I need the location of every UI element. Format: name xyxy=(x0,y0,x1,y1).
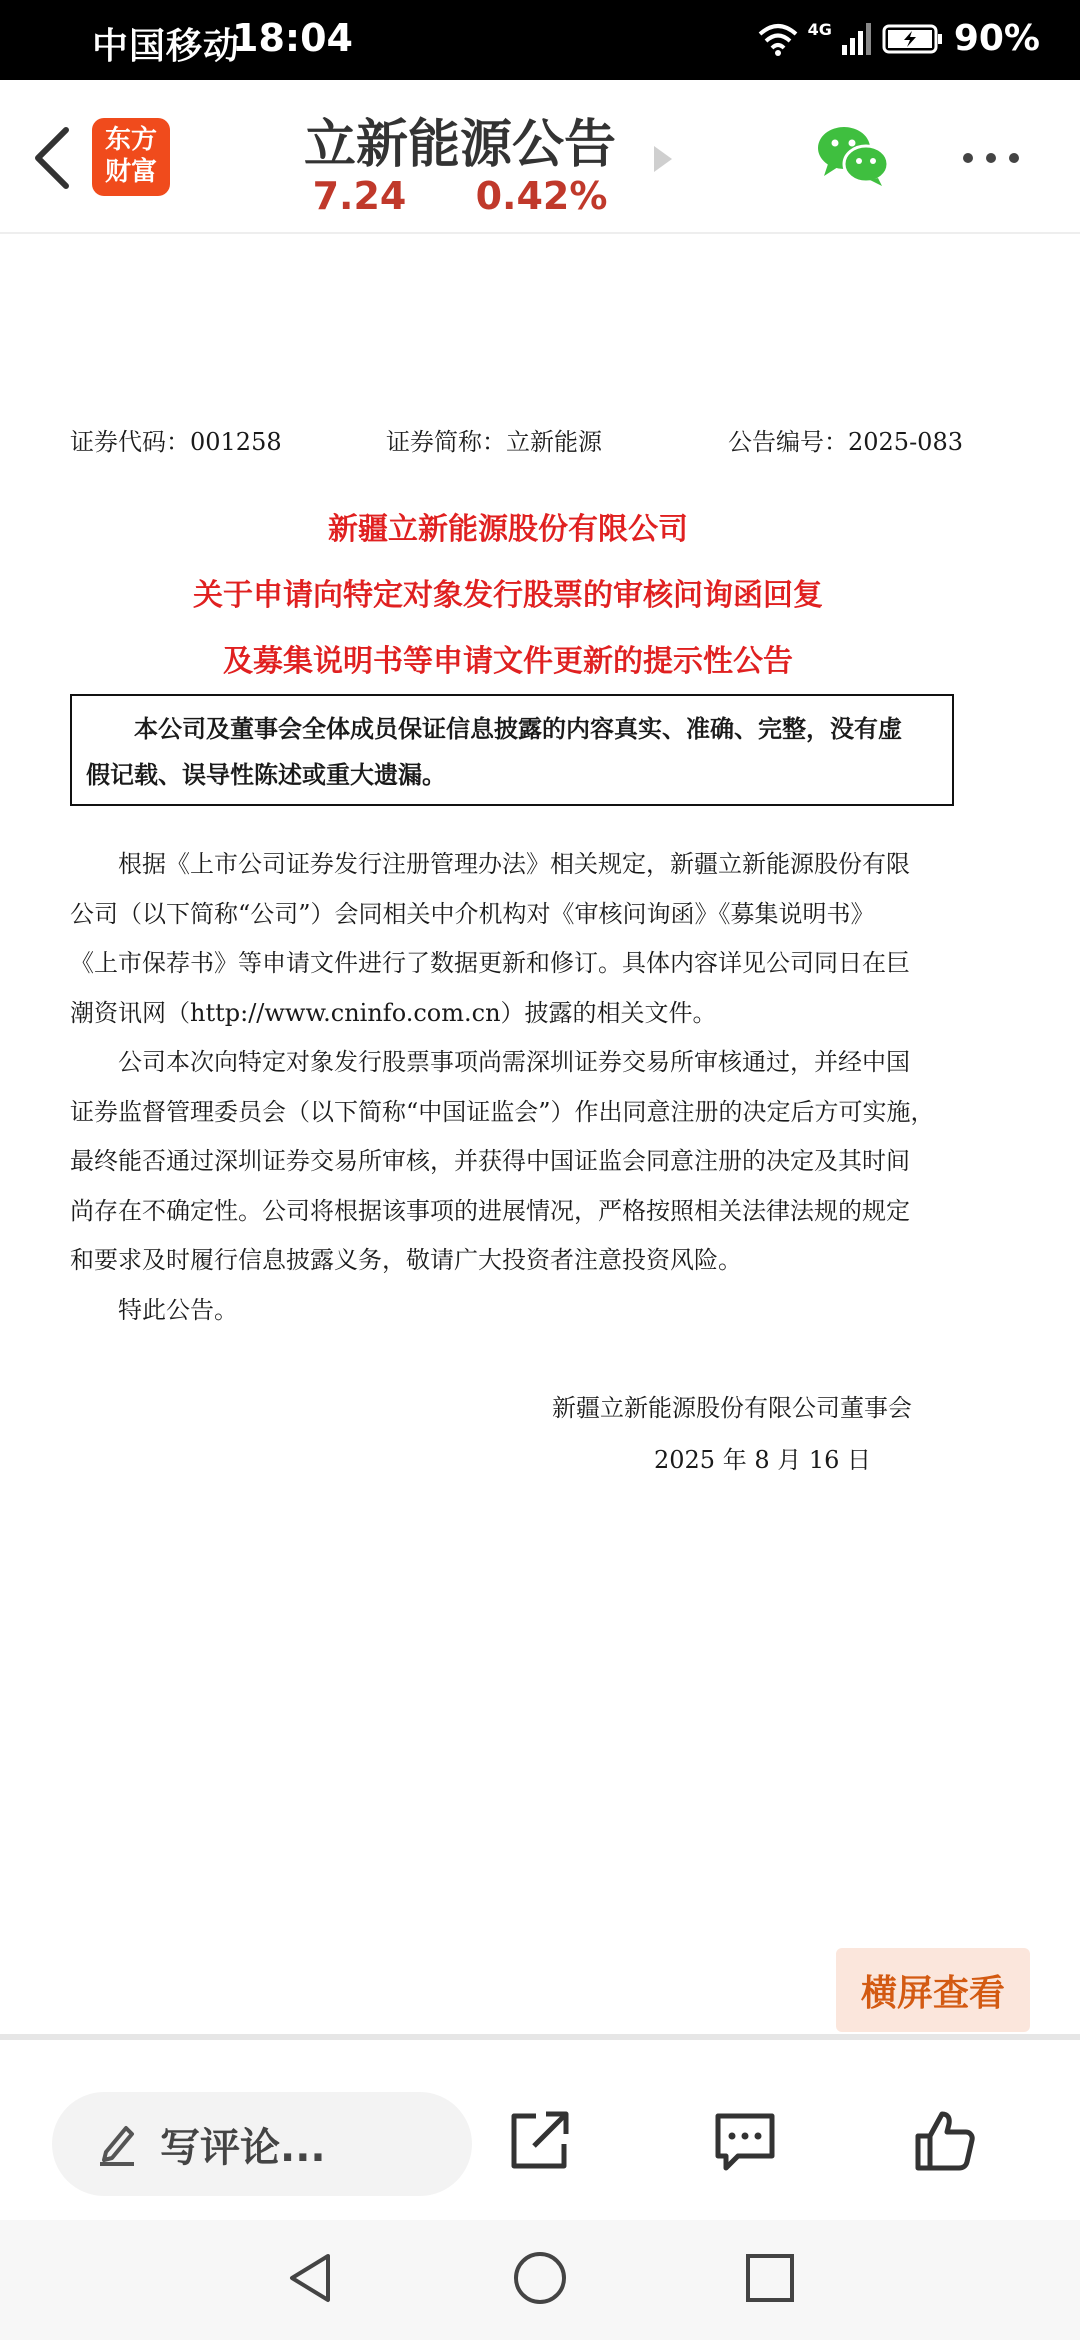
para1-line-3: 《上市保荐书》等申请文件进行了数据更新和修订。具体内容详见公司同日在巨 xyxy=(70,949,910,977)
disclosure-line-2: 假记载、误导性陈述或重大遗漏。 xyxy=(86,761,446,789)
nav-back-icon[interactable] xyxy=(284,2250,336,2306)
para1-line-2: 公司（以下简称“公司”）会同相关中介机构对《审核问询函》《募集说明书》 xyxy=(70,899,875,928)
pen-icon xyxy=(96,2122,138,2166)
disclosure-statement-box xyxy=(70,694,954,806)
logo-line-1: 东方 xyxy=(104,125,157,155)
security-code: 证券代码：001258 xyxy=(70,428,282,456)
paragraph-1 xyxy=(70,840,954,1038)
announcement-document xyxy=(0,232,1080,2032)
network-type: 4G xyxy=(807,20,832,39)
like-thumbs-up-icon[interactable] xyxy=(912,2108,978,2174)
security-short-name: 证券简称：立新能源 xyxy=(386,428,602,456)
para2-line-2: 证券监督管理委员会（以下简称“中国证监会”）作出同意注册的决定后方可实施， xyxy=(70,1097,935,1126)
wifi-icon xyxy=(758,22,798,56)
para1-line-1: 根据《上市公司证券发行注册管理办法》相关规定，新疆立新能源股份有限 xyxy=(118,850,910,878)
system-nav-bar xyxy=(0,2220,1080,2340)
signal-icon xyxy=(842,23,872,55)
status-bar xyxy=(0,0,1080,80)
stock-quote xyxy=(0,174,920,218)
share-icon[interactable] xyxy=(506,2108,572,2174)
disclosure-line-1: 本公司及董事会全体成员保证信息披露的内容真实、准确、完整，没有虚 xyxy=(134,715,902,743)
comment-icon[interactable] xyxy=(712,2108,778,2174)
para2-line-1: 公司本次向特定对象发行股票事项尚需深圳证券交易所审核通过，并经中国 xyxy=(118,1048,910,1076)
clock: 18:04 xyxy=(232,16,353,60)
notice-number: 公告编号：2025-083 xyxy=(728,428,963,456)
stock-price: 7.24 xyxy=(312,174,407,218)
doc-title-line-3: 及募集说明书等申请文件更新的提示性公告 xyxy=(223,644,793,679)
stock-change: 0.42% xyxy=(475,174,608,218)
para2-line-3: 最终能否通过深圳证券交易所审核，并获得中国证监会同意注册的决定及其时间 xyxy=(70,1147,910,1175)
battery-charging-icon xyxy=(882,23,944,55)
battery-level: 90% xyxy=(953,18,1040,59)
para1-line-4: 潮资讯网（http://www.cninfo.com.cn）披露的相关文件。 xyxy=(70,998,717,1027)
para2-line-4: 尚存在不确定性。公司将根据该事项的进展情况，严格按照相关法律法规的规定 xyxy=(70,1196,910,1225)
app-header xyxy=(0,80,1080,234)
action-bar xyxy=(0,2040,1080,2220)
closing-paragraph xyxy=(70,1286,954,1336)
nav-home-icon[interactable] xyxy=(512,2250,568,2306)
comment-placeholder: 写评论... xyxy=(160,2124,326,2171)
caret-right-icon[interactable] xyxy=(652,144,674,174)
logo-line-2: 财富 xyxy=(104,157,157,187)
nav-recents-icon[interactable] xyxy=(744,2250,796,2306)
paragraph-2 xyxy=(70,1038,954,1286)
signature-date: 2025 年 8 月 16 日 xyxy=(654,1446,872,1474)
comment-input[interactable] xyxy=(52,2092,472,2196)
closing-text: 特此公告。 xyxy=(118,1296,238,1324)
signature: 新疆立新能源股份有限公司董事会 xyxy=(552,1394,912,1422)
wechat-share-icon[interactable] xyxy=(816,124,890,188)
doc-title-line-1: 新疆立新能源股份有限公司 xyxy=(328,512,688,547)
para2-line-5: 和要求及时履行信息披露义务，敬请广大投资者注意投资风险。 xyxy=(70,1246,742,1274)
doc-title-line-2: 关于申请向特定对象发行股票的审核问询函回复 xyxy=(193,578,823,613)
carrier-name: 中国移动 xyxy=(92,26,241,67)
landscape-view-button[interactable]: 横屏查看 xyxy=(836,1948,1030,2032)
page-title: 立新能源公告 xyxy=(303,115,616,175)
more-icon[interactable] xyxy=(960,148,1022,168)
